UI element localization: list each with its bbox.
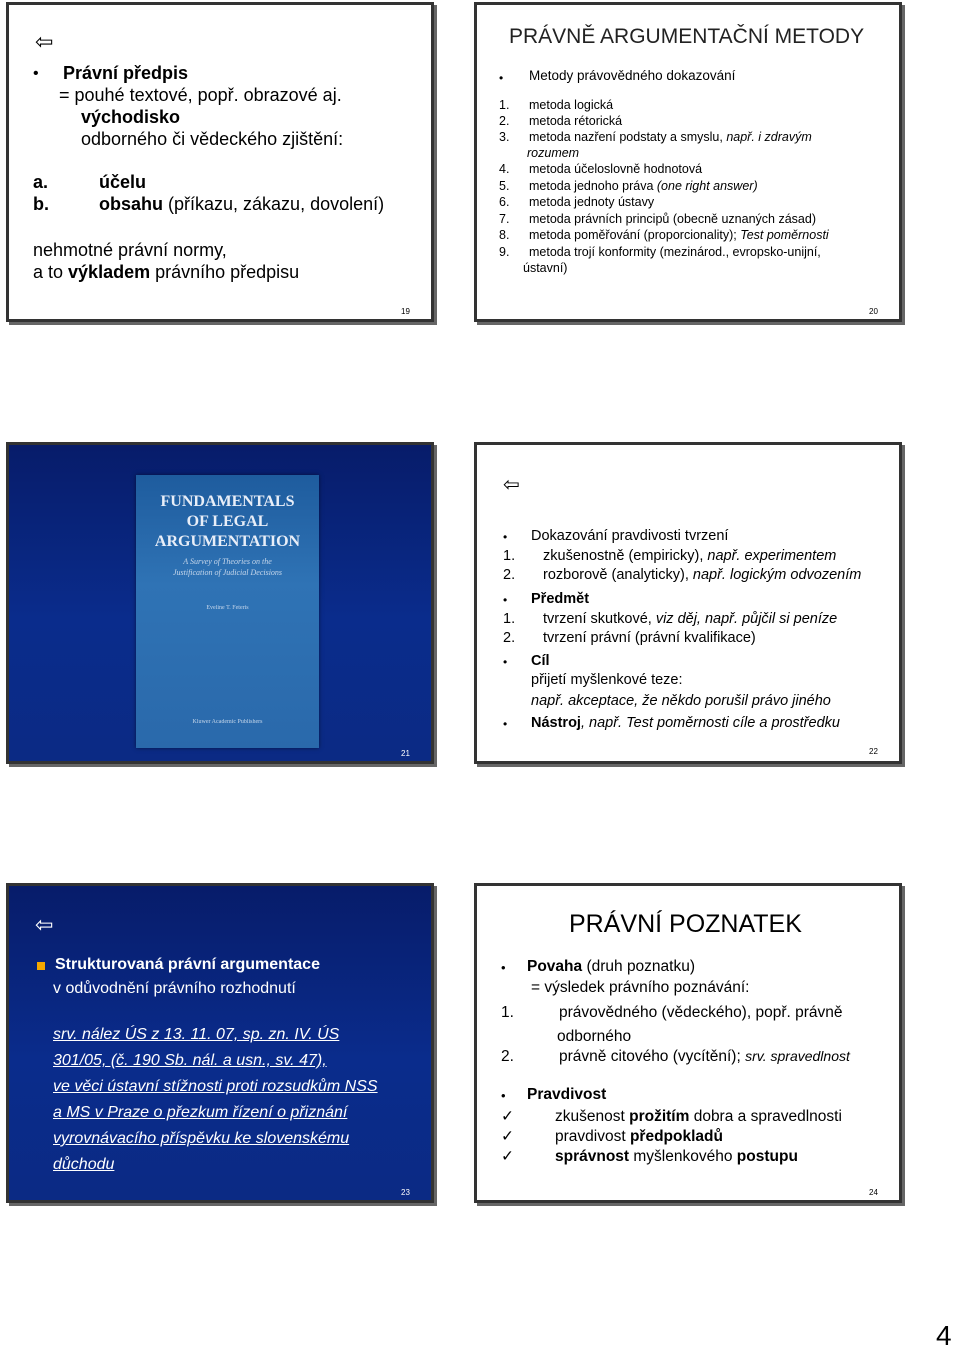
back-arrow-icon[interactable]: ⇦: [503, 474, 520, 496]
list-text: účelu: [99, 172, 147, 192]
italic-span: např. logickým odvozením: [692, 567, 862, 583]
span: nehmotné právní normy: [33, 240, 222, 260]
square-bullet-icon: [37, 962, 45, 970]
bullet: •: [503, 593, 508, 607]
list-marker: 4.: [499, 162, 510, 176]
bullet: •: [503, 655, 508, 669]
text-line: [527, 958, 695, 976]
span: zkušenostně (empiricky),: [543, 548, 708, 564]
span: metoda jednoty ústavy: [529, 195, 655, 209]
bullet: •: [501, 960, 506, 975]
list-item: [529, 162, 702, 176]
bullet: •: [503, 530, 508, 544]
check-icon: ✓: [501, 1128, 514, 1145]
italic-span: např. experimentem: [707, 548, 837, 564]
citation-line: důchodu: [53, 1156, 115, 1173]
bullet: •: [499, 71, 504, 85]
list-marker: 1.: [503, 548, 516, 564]
bold-span: Povaha: [527, 958, 583, 975]
slide-title: PRÁVNĚ ARGUMENTAČNÍ METODY: [509, 25, 865, 48]
slide-number: 22: [869, 747, 878, 756]
list-marker: b.: [33, 194, 49, 214]
slide-number: 20: [869, 307, 878, 316]
italic-span: (one right answer): [656, 178, 758, 193]
citation-line: ve věci ústavní stížnosti proti rozsudkům NSS: [53, 1078, 378, 1095]
italic-span: Test poměrnosti: [740, 228, 829, 242]
list-text: [543, 611, 837, 627]
book-subtitle: Justification of Judicial Decisions: [172, 568, 283, 577]
list-marker: 9.: [499, 244, 510, 259]
slide-number: 24: [869, 1188, 878, 1197]
list-marker: a.: [33, 172, 49, 192]
bullet: •: [501, 1088, 506, 1103]
check-icon: ✓: [501, 1108, 514, 1125]
book-title: ARGUMENTATION: [154, 533, 301, 550]
list-text: tvrzení právní (právní kvalifikace): [543, 630, 756, 646]
book-subtitle: A Survey of Theories on the: [183, 557, 272, 566]
list-item: [529, 195, 654, 209]
slide-title: PRÁVNÍ POZNATEK: [569, 910, 802, 938]
list-marker: 1.: [503, 611, 516, 627]
list-text: [543, 548, 836, 564]
span: zkušenost: [555, 1108, 630, 1125]
text-line: přijetí myšlenkové teze:: [531, 672, 683, 688]
span: metoda trojí konformity (mezinárod., evropsko-unijní,: [529, 244, 821, 259]
span: (příkazu, zákazu, dovolení): [163, 194, 385, 214]
heading: Strukturovaná právní argumentace: [55, 956, 320, 973]
span: dobra a spravedlnosti: [689, 1108, 842, 1125]
italic-span: viz děj, např. půjčil si peníze: [655, 611, 838, 627]
slide-21: [6, 442, 434, 764]
list-text: [555, 1148, 798, 1166]
bold-span: správnost: [555, 1148, 630, 1165]
list-marker: 2.: [501, 1048, 514, 1065]
bullet: •: [33, 65, 39, 82]
list-text: právovědného (vědeckého), popř. právně: [559, 1004, 843, 1021]
book-cover-image: [136, 475, 319, 748]
bold-span: Nástroj: [531, 715, 581, 731]
list-item: [529, 245, 821, 259]
bullet: •: [503, 717, 508, 731]
back-arrow-icon[interactable]: ⇦: [35, 29, 54, 54]
slide-22: [474, 442, 902, 764]
list-marker: 2.: [503, 630, 516, 646]
slide-24: [474, 883, 902, 1203]
list-item-continuation: ústavní): [523, 261, 568, 275]
text-line: = pouhé textové, popř. obrazové aj.: [59, 85, 342, 105]
list-item: [529, 98, 613, 112]
list-marker: 3.: [499, 130, 510, 144]
book-publisher: Kluwer Academic Publishers: [192, 719, 263, 725]
list-marker: 2.: [503, 567, 516, 583]
book-author: Eveline T. Feteris: [206, 605, 249, 611]
item-heading: Právní předpis: [63, 63, 189, 83]
list-marker: 2.: [499, 114, 510, 128]
span: právně citového (vycítění);: [559, 1048, 746, 1065]
citation-line: srv. nález ÚS z 13. 11. 07, sp. zn. IV. ÚS: [53, 1026, 340, 1043]
span: metoda účeloslovně hodnotová: [529, 162, 703, 176]
italic-span: srv. spravedlnost: [745, 1048, 850, 1064]
slide-20: [474, 2, 902, 322]
span: metoda nazření podstaty a smyslu,: [529, 130, 727, 144]
span: tvrzení skutkové,: [543, 611, 656, 627]
span: metoda rétorická: [529, 114, 623, 128]
citation-line: vyrovnávacího příspěvku ke slovenskému: [53, 1130, 350, 1147]
text-line: [33, 240, 227, 261]
slide-19: [6, 2, 434, 322]
list-text: [555, 1108, 842, 1126]
subheading: v odůvodnění právního rozhodnutí: [53, 980, 296, 997]
text-line: [33, 262, 299, 283]
list-marker: 6.: [499, 195, 510, 209]
heading: Dokazování pravdivosti tvrzení: [531, 528, 729, 544]
heading: [531, 715, 840, 731]
list-item: [529, 130, 812, 144]
citation-line: a MS v Praze o přezkum řízení o přiznání: [53, 1104, 348, 1121]
bold-span: obsahu: [99, 194, 164, 214]
text-line: např. akceptace, že někdo porušil právo jiného: [531, 693, 831, 709]
span: právního předpisu: [150, 262, 300, 282]
span: a to: [33, 262, 69, 282]
back-arrow-icon[interactable]: ⇦: [35, 912, 54, 937]
check-icon: ✓: [501, 1148, 514, 1165]
text-line: východisko: [81, 107, 181, 127]
heading: Metody právovědného dokazování: [529, 68, 736, 83]
text-line: odborného či vědeckého zjištění:: [81, 129, 344, 149]
span: metoda poměřování (proporcionality);: [529, 228, 741, 242]
list-marker: 5.: [499, 178, 510, 193]
list-text: [559, 1048, 850, 1066]
heading: Předmět: [531, 591, 590, 607]
book-title: FUNDAMENTALS: [160, 493, 295, 510]
list-item: [529, 228, 829, 242]
italic-span: , např. Test poměrnosti cíle a prostředku: [580, 715, 840, 731]
span: rozborově (analyticky),: [543, 567, 693, 583]
span: ,: [221, 240, 227, 260]
list-item: [529, 212, 816, 226]
list-item-continuation: rozumem: [527, 145, 580, 160]
list-item: [529, 114, 622, 128]
italic-span: např. i zdravým: [726, 130, 812, 144]
slide-number: 23: [401, 1188, 410, 1197]
text-line: = výsledek právního poznávání:: [531, 979, 750, 996]
list-marker: 7.: [499, 211, 510, 226]
heading: Cíl: [531, 653, 550, 669]
bold-span: předpokladů: [629, 1128, 723, 1145]
bold-span: prožitím: [629, 1108, 690, 1125]
list-marker: 1.: [501, 1004, 514, 1021]
slide-number: 21: [401, 749, 410, 758]
slide-23: [6, 883, 434, 1203]
list-marker: 8.: [499, 228, 510, 242]
span: metoda právních principů (obecně uznaných zásad): [529, 211, 816, 226]
list-text: odborného: [557, 1028, 632, 1045]
citation-line: 301/05, (č. 190 Sb. nál. a usn., sv. 47),: [53, 1052, 327, 1069]
list-item: [529, 179, 758, 193]
span: pravdivost: [555, 1128, 630, 1145]
list-text: [543, 567, 861, 583]
list-text: [555, 1128, 723, 1146]
span: (druh poznatku): [582, 958, 696, 975]
span: metoda logická: [529, 98, 614, 112]
bold-span: výkladem: [68, 262, 151, 282]
page-number: 4: [936, 1320, 952, 1351]
slide-number: 19: [401, 307, 410, 316]
list-marker: 1.: [499, 98, 510, 112]
list-text: [99, 194, 384, 215]
book-title: OF LEGAL: [186, 513, 269, 530]
span: metoda jednoho práva: [529, 178, 657, 193]
heading: Pravdivost: [527, 1086, 607, 1103]
span: myšlenkového: [629, 1148, 737, 1165]
bold-span: postupu: [736, 1148, 798, 1165]
